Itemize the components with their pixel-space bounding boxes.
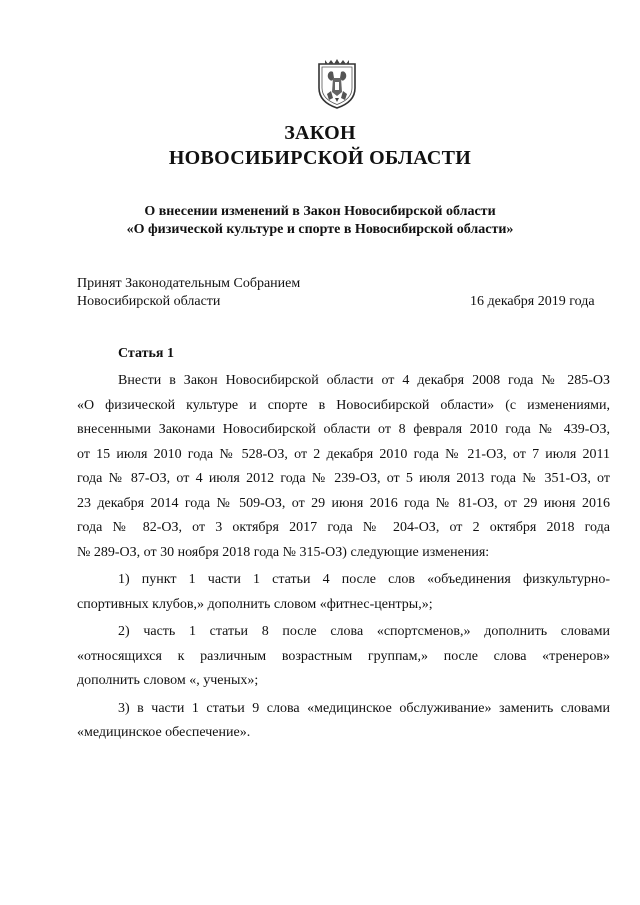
- adoption-date: 16 декабря 2019 года: [470, 294, 595, 309]
- article-body: [77, 369, 610, 746]
- text-line: «медицинское обеспечение».: [77, 725, 251, 740]
- text-line: года № 82-ОЗ, от 3 октября 2017 года № 204-ОЗ, от 2 октября 2018 года: [77, 520, 610, 535]
- paragraph-item-2: [77, 620, 610, 694]
- article-heading: Статья 1: [118, 346, 174, 361]
- text-line: «О физической культуре и спорте в Новосибирской области» (с изменениями,: [77, 397, 610, 413]
- law-subject-line-2: «О физической культуре и спорте в Новосибирской области»: [126, 222, 514, 237]
- text-line: 2) часть 1 статьи 8 после слова «спортсменов,» дополнить словами: [118, 624, 610, 639]
- text-line: дополнить словом «, ученых»;: [77, 673, 259, 688]
- text-line: Внести в Закон Новосибирской области от 4 декабря 2008 года № 285-ОЗ: [118, 373, 610, 388]
- text-line: 23 декабря 2014 года № 509-ОЗ, от 29 июня 2016 года № 81-ОЗ, от 29 июня 2016: [77, 495, 610, 511]
- text-line: 3) в части 1 статьи 9 слова «медицинское обслуживание» заменить словами: [118, 700, 610, 716]
- text-line: 1) пункт 1 части 1 статьи 4 после слов «объединения физкультурно-: [118, 572, 610, 587]
- text-line: спортивных клубов,» дополнить словом «фитнес-центры,»;: [77, 596, 433, 612]
- text-line: года № 87-ОЗ, от 4 июля 2012 года № 239-ОЗ, от 5 июля 2013 года № 351-ОЗ, от: [77, 471, 610, 486]
- law-subject-line-1: О внесении изменений в Закон Новосибирской области: [144, 204, 496, 219]
- paragraph-item-1: [77, 568, 610, 617]
- adopted-by-line-2: Новосибирской области: [77, 294, 221, 309]
- paragraph-amendment-intro: [77, 369, 610, 565]
- document-title-line-1: ЗАКОН: [284, 122, 356, 144]
- adopted-by-line-1: Принят Законодательным Собранием: [77, 276, 301, 291]
- paragraph-item-3: [77, 697, 610, 746]
- text-line: «относящихся к различным возрастным группам,» после слова «тренеров»: [77, 648, 610, 664]
- document-title-line-2: НОВОСИБИРСКОЙ ОБЛАСТИ: [168, 147, 472, 169]
- text-line: № 289-ОЗ, от 30 ноября 2018 года № 315-ОЗ) следующие изменения:: [77, 544, 490, 560]
- text-line: от 15 июля 2010 года № 528-ОЗ, от 2 декабря 2010 года № 21-ОЗ, от 7 июля 2011: [77, 446, 610, 462]
- text-line: внесенными Законами Новосибирской области от 8 февраля 2010 года № 439-ОЗ,: [77, 422, 610, 437]
- coat-of-arms-icon: [315, 58, 359, 110]
